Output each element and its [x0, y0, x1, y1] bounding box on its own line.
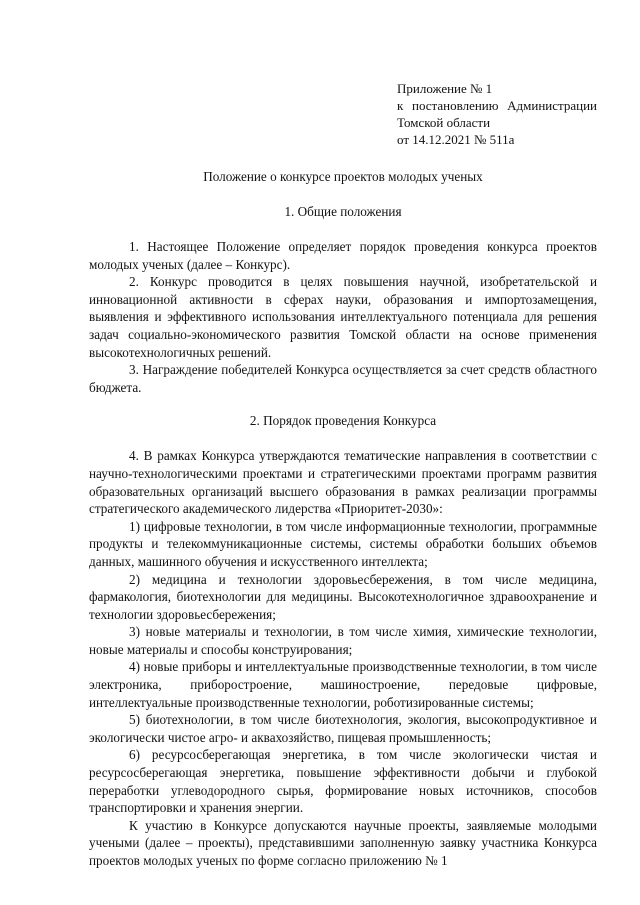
list-item-4: 4) новые приборы и интеллектуальные производственные технологии, в том числе электроника, приборостроение, машиностроение, передовые цифровые, интеллектуальные производственные технологии, роботизированные системы; — [89, 659, 597, 710]
annex-date: от 14.12.2021 № 511а — [397, 132, 515, 147]
paragraph-2: 2. Конкурс проводится в целях повышения научной, изобретательской и инновационной активности в сферах науки, образования и импортозамещения, выявления и эффективного использования интеллектуального потенциала для решения задач социально-экономического развития Томской области на основе применения высокотехнологичных решений. — [89, 274, 597, 360]
paragraph-3: 3. Награждение победителей Конкурса осуществляется за счет средств областного бюджета. — [89, 362, 597, 395]
annex-resolution-line: к постановлению Администрации — [397, 98, 597, 113]
annex-number: Приложение № 1 — [397, 81, 493, 96]
paragraph-1: 1. Настоящее Положение определяет порядок проведения конкурса проектов молодых ученых (далее – Конкурс). — [89, 239, 597, 272]
annex-region: Томской области — [397, 115, 491, 130]
list-item-1: 1) цифровые технологии, в том числе информационные технологии, программные продукты и телекоммуникационные системы, системы обработки больших объемов данных, машинного обучения и искусственного интеллекта; — [89, 518, 597, 569]
section-2-title: 2. Порядок проведения Конкурса — [249, 413, 437, 429]
annex-header — [397, 80, 597, 148]
list-item-6: 6) ресурсосберегающая энергетика, в том числе экологически чистая и ресурсосберегающая энергетика, повышение эффективности добычи и глубокой переработки углеводородного сырья, формирование новых источников, способов транспортировки и хранения энергии. — [89, 747, 597, 816]
paragraph-5: К участию в Конкурсе допускаются научные проекты, заявляемые молодыми учеными (далее – проекты), представившими заполненную заявку участника Конкурса проектов молодых ученых по форме согласно приложению № 1 — [89, 817, 597, 868]
document-title: Положение о конкурсе проектов молодых ученых — [203, 169, 483, 184]
document-body — [89, 168, 597, 870]
list-item-2: 2) медицина и технологии здоровьесбережения, в том числе медицина, фармакология, биотехнологии для медицины. Высокотехнологичное здравоохранение и технологии здоровьесбережения; — [89, 571, 597, 622]
spacer — [89, 396, 597, 412]
list-item-3: 3) новые материалы и технологии, в том числе химия, химические технологии, новые материалы и способы конструирования; — [89, 624, 597, 657]
paragraph-4: 4. В рамках Конкурса утверждаются тематические направления в соответствии с научно-технологическими проектами и стратегическими проектами программ развития образовательных организаций высшего образования в рамках реализации программы стратегического академического лидерства «Приоритет-2030»: — [89, 448, 597, 517]
section-1-title: 1. Общие положения — [284, 204, 402, 219]
list-item-5: 5) биотехнологии, в том числе биотехнология, экология, высокопродуктивное и экологически чистое агро- и аквахозяйство, пищевая промышленность; — [89, 712, 597, 745]
